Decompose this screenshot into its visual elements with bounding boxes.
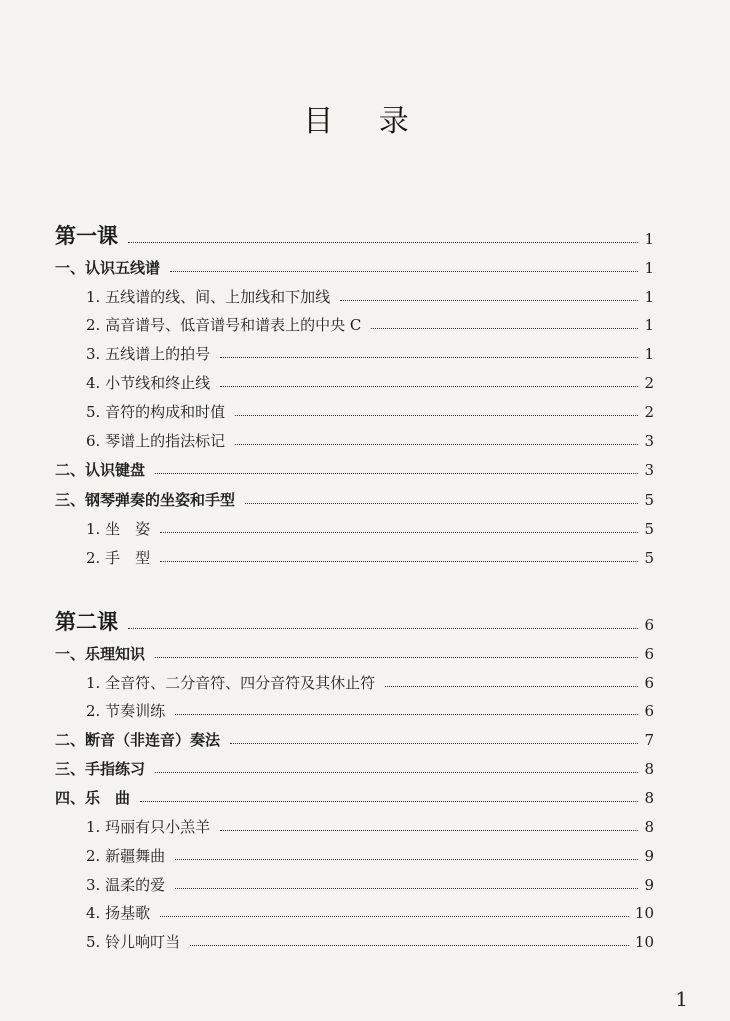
page-number: 1	[675, 987, 688, 1011]
toc-entry-item[interactable]	[0, 676, 730, 691]
toc-entry-page: 9	[644, 847, 654, 865]
toc-entry-label: 1. 玛丽有只小羔羊	[86, 818, 211, 836]
dot-leader	[128, 241, 638, 243]
toc-entry-page: 7	[644, 731, 654, 749]
toc-entry-page: 10	[634, 933, 654, 951]
toc-entry-page: 1	[644, 288, 654, 306]
toc-entry-label: 3. 五线谱上的拍号	[86, 345, 211, 363]
dot-leader	[175, 887, 638, 889]
toc-entry-item[interactable]	[0, 347, 730, 362]
dot-leader	[160, 560, 638, 562]
toc-entry-item[interactable]	[0, 878, 730, 893]
toc-entry-item[interactable]	[0, 434, 730, 449]
toc-entry-page: 1	[644, 230, 654, 248]
toc-entry-item[interactable]	[0, 704, 730, 719]
toc-entry-item[interactable]	[0, 820, 730, 835]
dot-leader	[140, 800, 638, 802]
toc-entry-page: 6	[644, 674, 654, 692]
toc-entry-label: 2. 高音谱号、低音谱号和谱表上的中央 C	[86, 316, 362, 334]
toc-entry-section[interactable]	[0, 647, 730, 662]
toc-entry-page: 5	[644, 520, 654, 538]
dot-leader	[190, 944, 629, 946]
toc-entry-page: 1	[644, 259, 654, 277]
dot-leader	[170, 270, 638, 272]
dot-leader	[220, 829, 638, 831]
toc-entry-label: 1. 坐 姿	[86, 520, 151, 538]
toc-entry-item[interactable]	[0, 290, 730, 305]
dot-leader	[155, 472, 638, 474]
dot-leader	[245, 502, 638, 504]
toc-entry-page: 5	[644, 549, 654, 567]
toc-entry-page: 8	[644, 760, 654, 778]
toc-entry-item[interactable]	[0, 405, 730, 420]
dot-leader	[175, 858, 638, 860]
toc-entry-page: 2	[644, 403, 654, 421]
toc-entry-section[interactable]	[0, 791, 730, 806]
toc-entry-item[interactable]	[0, 906, 730, 921]
toc-entry-page: 1	[644, 316, 654, 334]
toc-entry-label: 5. 音符的构成和时值	[86, 403, 226, 421]
dot-leader	[155, 656, 638, 658]
toc-entry-page: 2	[644, 374, 654, 392]
dot-leader	[160, 531, 638, 533]
toc-entry-page: 3	[644, 461, 654, 479]
dot-leader	[340, 299, 638, 301]
toc-entry-label: 第一课	[55, 224, 118, 248]
toc-entry-section[interactable]	[0, 261, 730, 276]
toc-entry-label: 二、断音（非连音）奏法	[55, 731, 221, 749]
dot-leader	[220, 385, 638, 387]
toc-entry-label: 一、认识五线谱	[55, 259, 161, 277]
toc-entry-label: 6. 琴谱上的指法标记	[86, 432, 226, 450]
toc-entry-section[interactable]	[0, 463, 730, 478]
dot-leader	[160, 915, 629, 917]
dot-leader	[235, 414, 638, 416]
toc-entry-item[interactable]	[0, 849, 730, 864]
toc-entry-page: 8	[644, 789, 654, 807]
toc-entry-section[interactable]	[0, 762, 730, 777]
toc-entry-label: 第二课	[55, 610, 118, 634]
toc-entry-item[interactable]	[0, 551, 730, 566]
toc-entry-label: 一、乐理知识	[55, 645, 146, 663]
toc-entry-label: 4. 扬基歌	[86, 904, 151, 922]
toc-entry-section[interactable]	[0, 493, 730, 508]
toc-entry-label: 四、乐 曲	[55, 789, 131, 807]
toc-entry-label: 4. 小节线和终止线	[86, 374, 211, 392]
toc-entry-page: 10	[634, 904, 654, 922]
toc-entry-page: 9	[644, 876, 654, 894]
toc-entry-item[interactable]	[0, 318, 730, 333]
toc-entry-page: 5	[644, 491, 654, 509]
toc-entry-page: 6	[644, 616, 654, 634]
toc-entry-item[interactable]	[0, 522, 730, 537]
dot-leader	[230, 742, 638, 744]
toc-entry-label: 2. 节奏训练	[86, 702, 166, 720]
toc-entry-page: 6	[644, 645, 654, 663]
dot-leader	[235, 443, 638, 445]
dot-leader	[220, 356, 638, 358]
toc-entry-section[interactable]	[0, 733, 730, 748]
toc-entry-page: 6	[644, 702, 654, 720]
page-title: 目 录	[303, 104, 427, 139]
toc-entry-item[interactable]	[0, 376, 730, 391]
toc-entry-label: 2. 新疆舞曲	[86, 847, 166, 865]
toc-entry-label: 5. 铃儿响叮当	[86, 933, 181, 951]
toc-entry-label: 三、手指练习	[55, 760, 146, 778]
dot-leader	[155, 771, 638, 773]
toc-entry-lesson[interactable]	[0, 612, 730, 633]
toc-entry-label: 1. 五线谱的线、间、上加线和下加线	[86, 288, 331, 306]
dot-leader	[175, 713, 638, 715]
toc-entry-lesson[interactable]	[0, 226, 730, 247]
toc-entry-label: 1. 全音符、二分音符、四分音符及其休止符	[86, 674, 376, 692]
toc-entry-item[interactable]	[0, 935, 730, 950]
dot-leader	[385, 685, 638, 687]
toc-entry-label: 二、认识键盘	[55, 461, 146, 479]
dot-leader	[371, 327, 638, 329]
toc-entry-page: 3	[644, 432, 654, 450]
toc-entry-label: 三、钢琴弹奏的坐姿和手型	[55, 491, 236, 509]
toc-entry-page: 1	[644, 345, 654, 363]
dot-leader	[128, 627, 638, 629]
toc-entry-label: 2. 手 型	[86, 549, 151, 567]
toc-entry-page: 8	[644, 818, 654, 836]
toc-entry-label: 3. 温柔的爱	[86, 876, 166, 894]
